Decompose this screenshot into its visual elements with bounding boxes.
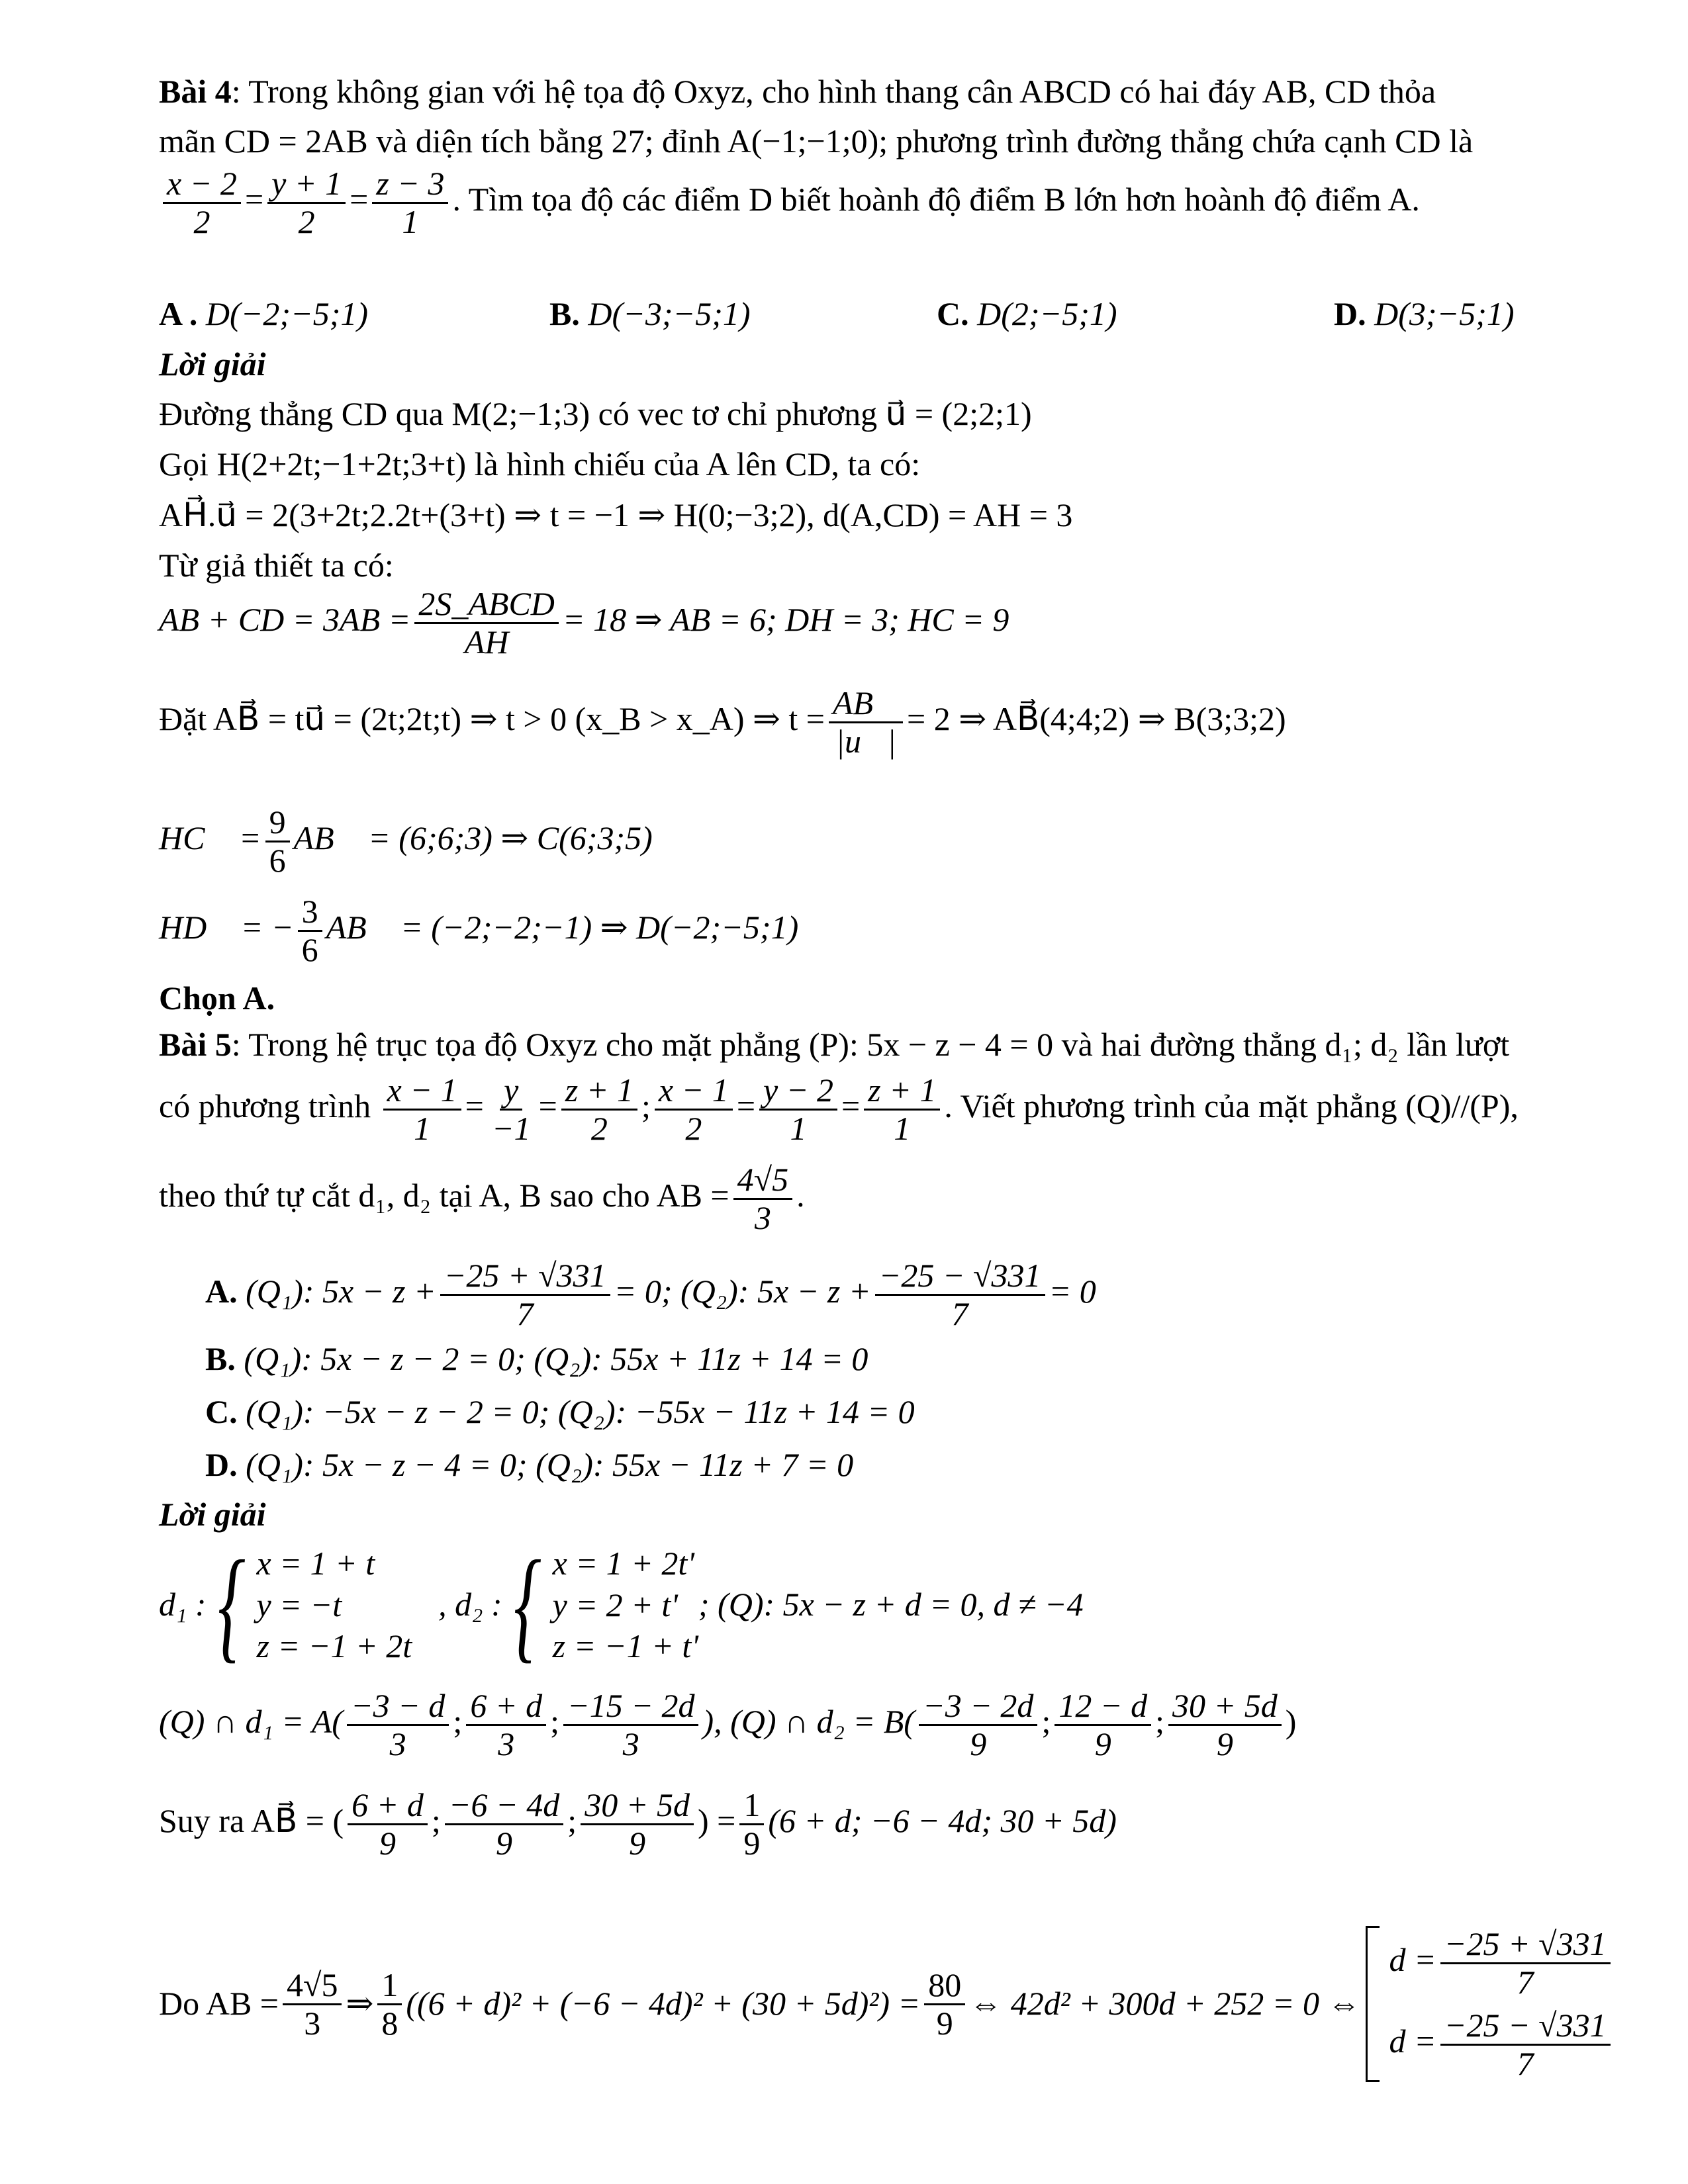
bai4-statement-line2: mãn CD = 2AB và diện tích bằng 27; đỉnh A(−1;−1;0); phương trình đường thẳng chứa cạnh CD là [159,122,1474,159]
root-2: d = $\frac{-25 - √331}{7}$ [1389,2007,1614,2082]
bai4-option-d: D. D(3;−5;1) [1334,295,1515,332]
bai5-vector-line: Suy ra AB⃗ = ( $\frac{6 + d}{9}$ ; $\frac{-6 - 4d}{9}$ ; $\frac{30 + 5d}{9}$ ) = $\frac{1}{9}$ (6 + d; −6 − 4d; 30 + 5d) [159,1786,1117,1862]
bai5-option-a: A. (Q₁): 5x − z + $\frac{-25 + √331}{7}$ = 0; (Q₂): 5x − z + $\frac{-25 - √331}{7}$ = 0 [205,1257,1096,1332]
bai4-statement-line3: $\frac{x - 2}{2}$ = $\frac{y + 1}{2}$ = $\frac{z - 3}{1}$ . Tìm tọa độ các điểm D biết hoành độ điểm B lớn hơn hoành độ điểm A. [159,165,1420,240]
bai5-statement-line3: theo thứ tự cắt d₁, d₂ tại A, B sao cho AB = $\frac{4√5}{3}$ . [159,1161,805,1236]
bai5-intersection-line: (Q) ∩ d₁ = A( $\frac{-3 - d}{3}$ ; $\frac{6 + d}{3}$ ; $\frac{-15 - 2d}{3}$ ), (Q) ∩ d₂ = B( $\frac{-3 - 2d}{9}$ ; $\frac{12 - d}{9}$ ; $\frac{30 + 5d}{9}$ ) [159,1687,1297,1762]
bai4-solution-line1: Đường thẳng CD qua M(2;−1;3) có vec tơ chỉ phương u⃗ = (2;2;1) [159,395,1032,432]
bai4-solution-line5: AB + CD = 3AB = $\frac{\text{2S\_ABCD}}{AH}$ = 18 ⇒ AB = 6; DH = 3; HC = 9 [159,585,1009,660]
bai4-option-b: B. D(−3;−5;1) [549,295,751,332]
bai4-solution-line7: HC⃗ = $\frac{9}{6}$ AB⃗ = (6;6;3) ⇒ C(6;3;5) [159,803,653,879]
bai5-option-c: C. (Q₁): −5x − z − 2 = 0; (Q₂): −55x − 11z + 14 = 0 [205,1393,915,1430]
bai5-option-b: B. (Q₁): 5x − z − 2 = 0; (Q₂): 55x + 11z + 14 = 0 [205,1340,868,1377]
bai4-statement-line1: Bài 4: Trong không gian với hệ tọa độ Oxyz, cho hình thang cân ABCD có hai đáy AB, CD thỏa [159,73,1436,110]
bai4-answer: Chọn A. [159,979,275,1017]
root-1: d = $\frac{-25 + √331}{7}$ [1389,1926,1614,2001]
bai5-statement-line2: có phương trình $\frac{x - 1}{1}$ = $\frac{y}{-1}$ = $\frac{z + 1}{2}$ ; $\frac{x - 1}{2}$ = $\frac{y - 2}{1}$ = $\frac{z + 1}{1}$ . Viết phương trình của mặt phẳng (Q)//(P), [159,1071,1519,1147]
bai5-statement-line1: Bài 5: Trong hệ trục tọa độ Oxyz cho mặt phẳng (P): 5x − z − 4 = 0 và hai đường thẳng d₁; d₂ lần lượt [159,1026,1510,1063]
bai5-title: Bài 5 [159,1026,232,1063]
bai4-solution-line3: AH⃗.u⃗ = 2(3+2t;2.2t+(3+t) ⇒ t = −1 ⇒ H(0;−3;2), d(A,CD) = AH = 3 [159,496,1073,533]
bai4-solution-line6: Đặt AB⃗ = tu⃗ = (2t;2t;t) ⇒ t > 0 (x_B > x_A) ⇒ t = $\frac{AB⃗}{|u⃗|}$ = 2 ⇒ AB⃗(4;4;2) ⇒ B(3;3;2) [159,684,1286,760]
bai4-option-a: A . D(−2;−5;1) [159,295,369,332]
bai4-title: Bài 4 [159,73,232,110]
bai4-solution-line8: HD⃗ = − $\frac{3}{6}$ AB⃗ = (−2;−2;−1) ⇒ D(−2;−5;1) [159,893,799,968]
bai4-option-c: C. D(2;−5;1) [937,295,1117,332]
bai5-solution-title: Lời giải [159,1496,266,1533]
bai5-final-equation: Do AB = $\frac{4√5}{3}$ ⇒ $\frac{1}{8}$ ((6 + d)² + (−6 − 4d)² + (30 + 5d)²) = $\frac{80}{9}$ ⇔ 42d² + 300d + 252 = 0 ⇔ d = $\frac{-25 + √331}{7}$ d = $\frac{-25 - √331}{7}$ [159,1926,1615,2082]
bai4-solution-title: Lời giải [159,345,266,383]
bai5-option-d: D. (Q₁): 5x − z − 4 = 0; (Q₂): 55x − 11z + 7 = 0 [205,1446,854,1483]
bai4-solution-line4: Từ giả thiết ta có: [159,547,394,584]
bai5-parametric-system: d₁ : { x = 1 + t y = −t z = −1 + 2t , d₂ : { x = 1 + 2t' y = 2 + t' z = −1 + t' ; (Q): 5x − z + d = 0, d ≠ −4 [159,1535,1084,1674]
bai4-solution-line2: Gọi H(2+2t;−1+2t;3+t) là hình chiếu của A lên CD, ta có: [159,445,921,482]
